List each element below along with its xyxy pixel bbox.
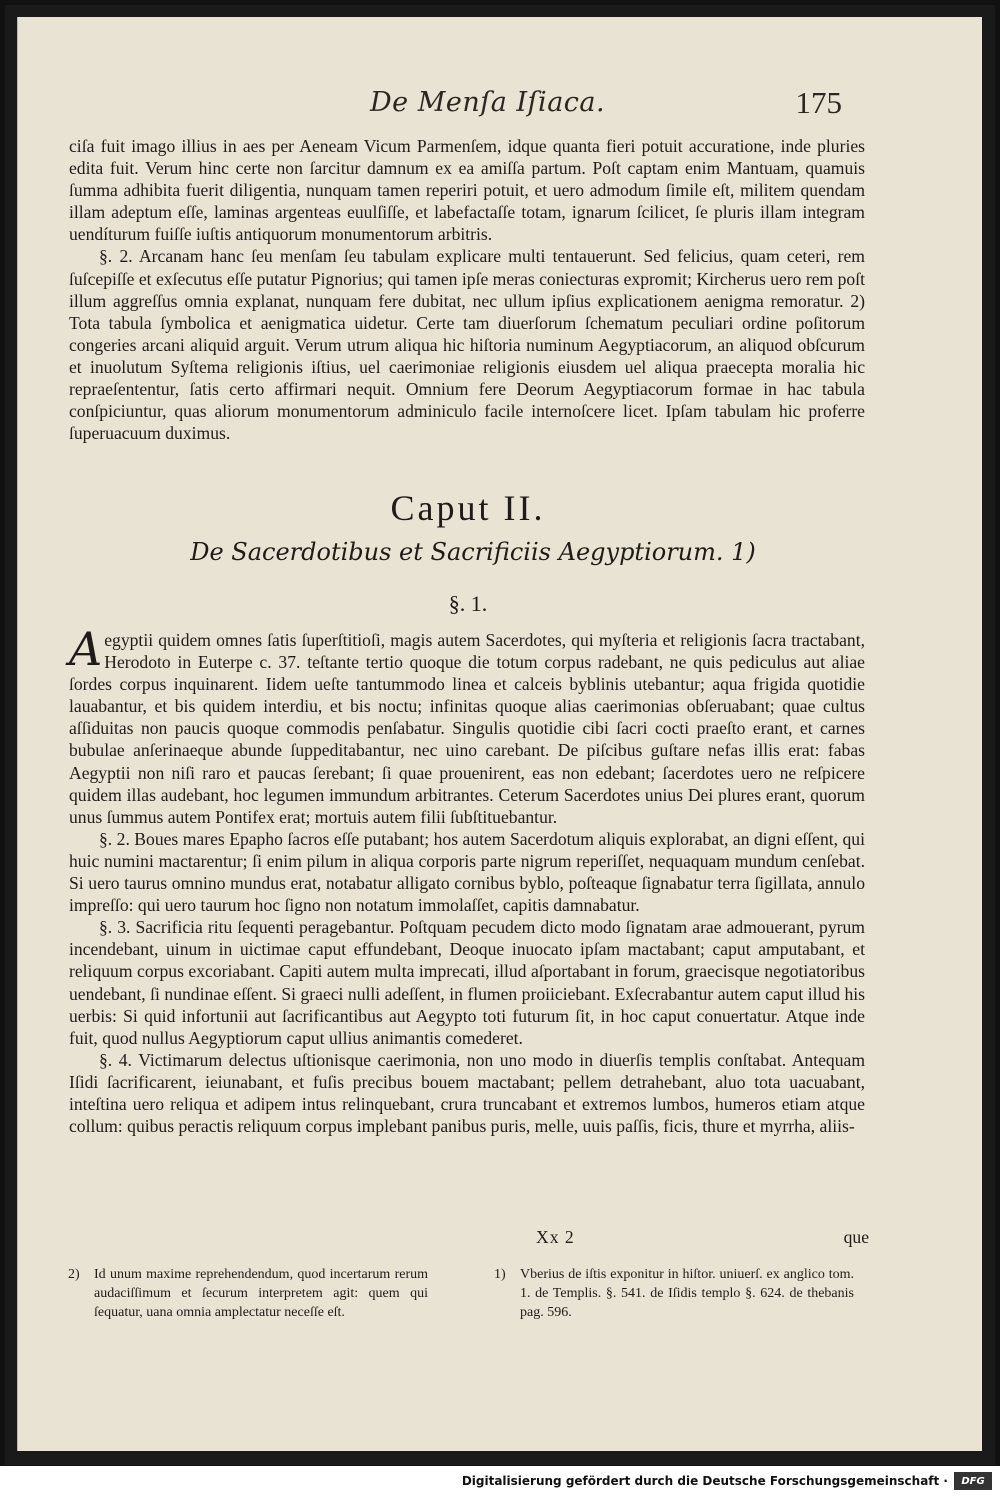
drop-cap: A <box>69 622 103 676</box>
book-page <box>17 17 982 1451</box>
catchword: que <box>843 1227 869 1247</box>
paragraph-first-text: egyptii quidem omnes ſatis ſuperſtitioſi, magis autem Sacerdotes, qui myſteria et religionis ſacra tractabant, Herodoto in Euterpe c. 37. teſtante tertio quoque die totum corpus radebant, ne quis pediculus aut aliae ſordes corpus inquinarent. Iidem ueſte tantummodo linea et calceis byblinis utebantur; aqua frigida quotidie lauabantur, et bis quidem interdiu, et bis noctu; infinitas quoque alias caerimonias obſeruabant; quae cultus aſſiduitas non paucis quoque commodis penſabatur. Singulis quotidie cibi ſacri cocti praeſto erant, et carnes bubulae anſerinaeque abunde ſuppeditabantur, nec uino carebant. De piſcibus guſtare nefas illis erat: fabas Aegyptii non niſi raro et paucas ſerebant; ſi quae prouenirent, eas non edebant; ſacerdotes uero ne reſpicere quidem illas audebant, hoc legumen immundum arbitrantes. Ceterum Sacerdotes unius Dei plures erant, quorum unus ſummus autem Pontifex erat; mortuis autem filii ſubſtituebantur. <box>69 630 865 827</box>
running-title: De Menſa Iſiaca. <box>370 87 606 118</box>
signature-mark: Xx 2 <box>536 1227 575 1247</box>
funding-credit: Digitalisierung gefördert durch die Deutsche Forschungsgemeinschaft · <box>461 1474 948 1488</box>
footnote-text: Vberius de iſtis exponitur in hiſtor. uniuerſ. ex anglico tom. 1. de Templis. §. 541. de Iſidis templo §. 624. de thebanis pag. 596. <box>520 1267 854 1320</box>
running-head <box>18 87 982 127</box>
paragraph-section-2: §. 2. Arcanam hanc ſeu menſam ſeu tabulam explicare multi tentauerunt. Sed felicius, quam ceteri, rem ſuſcepiſſe et exſecutus eſſe putatur Pignorius; qui tamen ipſe meras coniecturas expromit; Kircherus uero rem poſt illum aggreſſus omnia explanat, nunquam fere dubitat, nec ullum ipſius explicationem aenigma remoratur. 2) Tota tabula ſymbolica et aenigmatica uidetur. Certe tam diuerſorum ſchematum peculiari ordine poſitorum congeries arcani aliquid arguit. Verum utrum aliqua hic hiſtoria numinum Aegyptiacorum, an aliquod obſcurum et inuolutum Syſtema religionis iſtius, uel caerimoniae religionis eiusdem uel aliqua praecepta moralia hic repraeſententur, ſatis certo affirmari nequit. Omnium fere Deorum Aegyptiacorum formae in hac tabula conſpiciuntur, quas aliorum monumentorum adminiculo facile internoſcere licet. Ipſam tabulam hic proferre ſuperuacuum duximus. <box>69 246 865 444</box>
footnote-marker: 1) <box>494 1267 506 1282</box>
footnote-1 <box>494 1265 854 1322</box>
paragraph-first <box>69 622 865 828</box>
paragraph-section-2-bottom: §. 2. Boues mares Epapho ſacros eſſe putabant; hos autem Sacerdotum aliquis explorabat, an digni eſſent, qui huic numini mactarentur; ſi enim pilum in aliqua corporis parte nigrum reperiſſet, nequaquam mundum cenſebat. Si uero taurus omnino mundus erat, notabatur alligato cornibus byblo, poſteaque ſignabatur terra ſigillata, annulo impreſſo: qui uero taurum hoc ſigno non notatum immolaſſet, capitis damnabatur. <box>69 828 865 916</box>
paragraph-section-3: §. 3. Sacrificia ritu ſequenti peragebantur. Poſtquam pecudem dicto modo ſignatam arae admouerant, pyrum incendebant, uinum in uictimae caput effundebant, Deoque inuocato ipſam mactabant; caput amputabant, et reliquum corpus excoriabant. Capiti autem multa imprecati, illud aſportabant in forum, graecisque negotiatoribus uendebant, ſi nundinae eſſent. Si graeci nulli adeſſent, in flumen proiiciebant. Exſecrabantur autem caput illud his uerbis: Si quid infortunii aut ſacrificantibus aut Aegypto toti futurum ſit, in hoc caput conuertatur. Atque inde fuit, quod nullus Aegyptiorum caput ullius animantis comederet. <box>69 917 865 1048</box>
signature-line <box>69 1227 869 1249</box>
section-mark: §. 1. <box>448 591 488 616</box>
chapter-title: Caput II. <box>390 488 546 528</box>
scan-frame <box>5 5 995 1465</box>
footnote-marker: 2) <box>68 1267 80 1282</box>
text-block-top <box>69 135 865 444</box>
chapter-subtitle: De Sacerdotibus et Sacrificiis Aegyptiorum. 1) <box>190 538 756 566</box>
dfg-logo-icon: DFG <box>954 1472 992 1490</box>
text-block-chapter <box>69 622 865 1137</box>
footnote-2 <box>68 1265 428 1322</box>
credit-bar <box>0 1466 1000 1497</box>
paragraph-continued: ciſa fuit imago illius in aes per Aeneam Vicum Parmenſem, idque quanta fieri potuit accuratione, inde pluries edita fuit. Verum hinc certe non ſarcitur damnum ex ea amiſſa partum. Poſt captam enim Mantuam, quamuis ſumma adhibita fuerit diligentia, nunquam tamen reperiri potuit, et uero admodum ſimile eſt, militem quendam illam adeptum eſſe, laminas argenteas euulſiſſe, et labefactaſſe totam, ignarum ſcilicet, ſe pluris illam integram uendíturum fuiſſe iuſtis antiquorum monumentorum arbitris. <box>69 136 865 245</box>
paragraph-section-4: §. 4. Victimarum delectus uſtionisque caerimonia, non uno modo in diuerſis templis conſtabat. Antequam Iſidi ſacrificarent, ieiunabant, et fuſis precibus bouem mactabant; pellem detrahebant, aluo tota uacuabant, inteſtina uero reliqua et adipem intus relinquebant, crura truncabant et extremos lumbos, humeros etiam atque collum: quibus peractis reliquum corpus implebant panibus puris, melle, uuis paſſis, ficis, thure et myrrha, aliis- <box>69 1049 865 1137</box>
footnote-text: Id unum maxime reprehendendum, quod incertarum rerum audaciſſimum et ſecurum interpretem agit: quem qui ſequatur, uana omnia amplectatur neceſſe eſt. <box>94 1267 428 1320</box>
page-number: 175 <box>795 85 842 120</box>
